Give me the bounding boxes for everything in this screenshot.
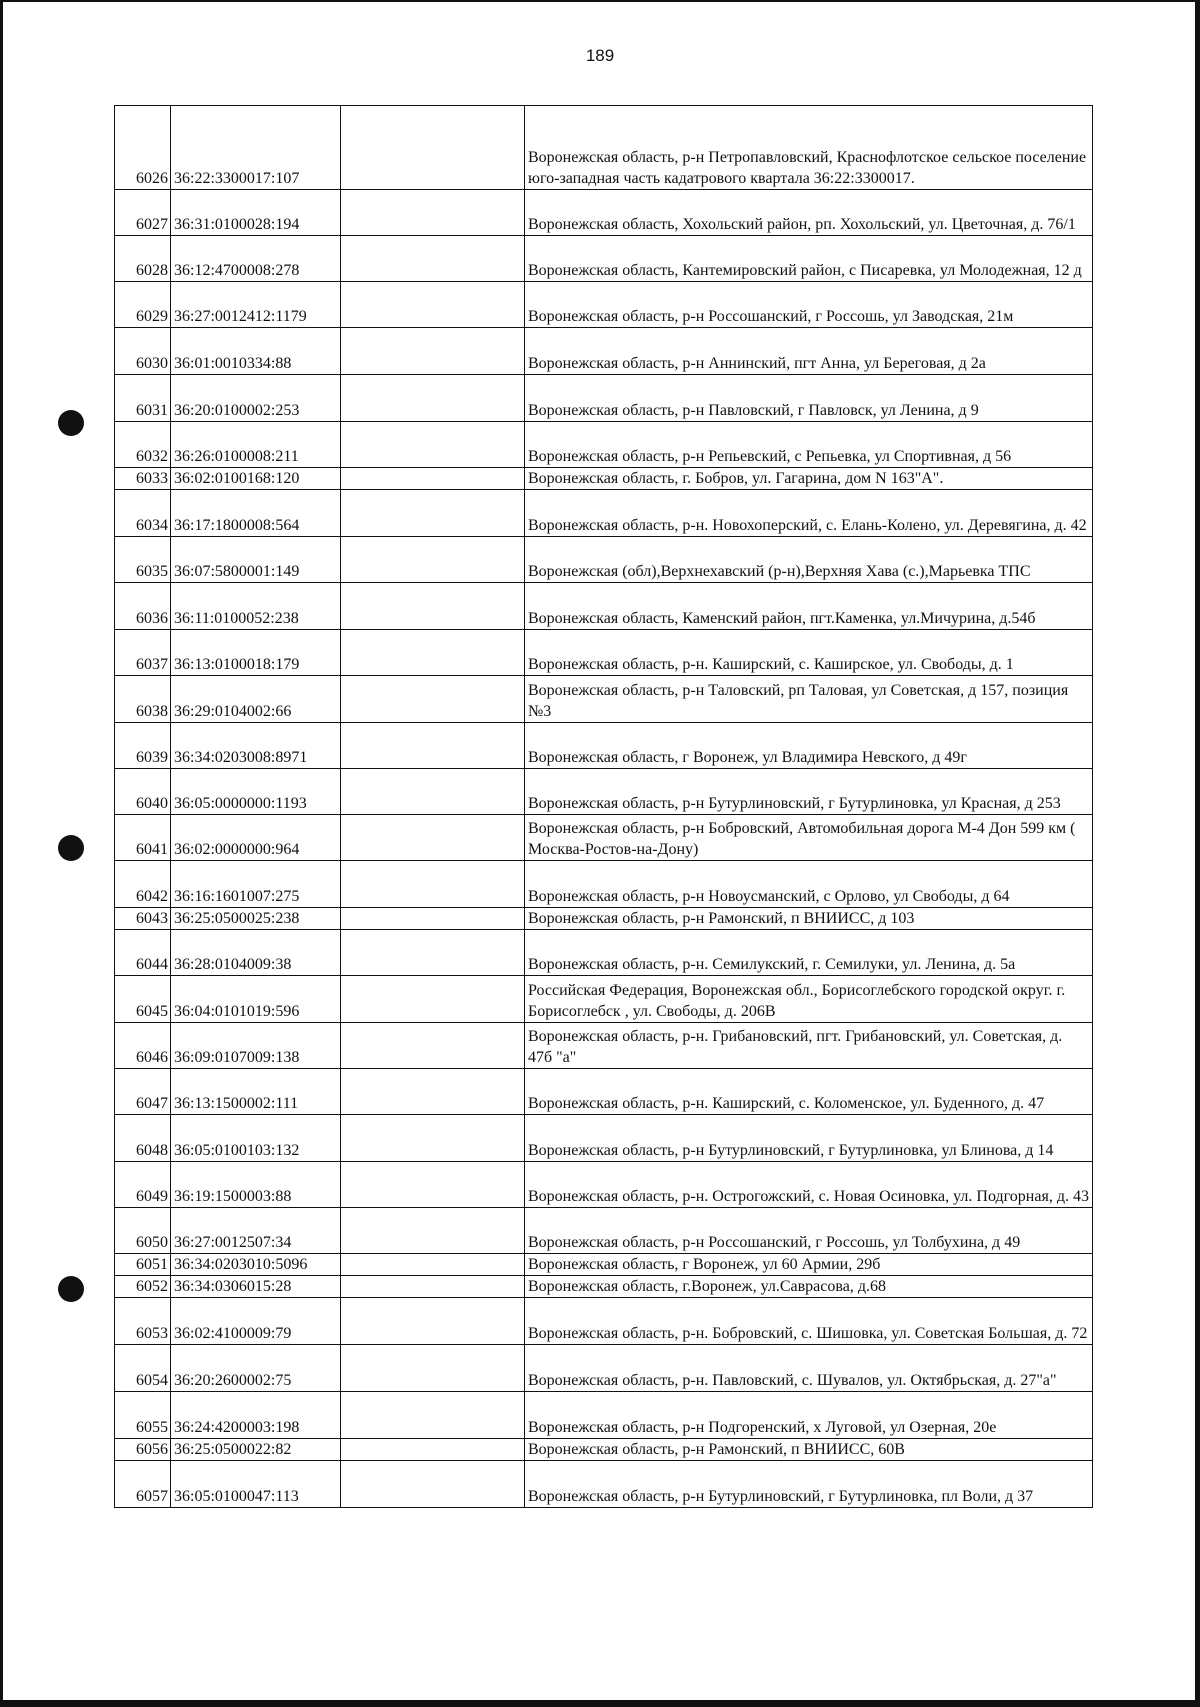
row-number-cell: 6038 [115, 676, 171, 723]
empty-cell [341, 328, 525, 375]
empty-cell [341, 1392, 525, 1439]
address-cell: Воронежская область, р-н Подгоренский, х Луговой, ул Озерная, 20е [525, 1392, 1093, 1439]
table-row [115, 1461, 1093, 1508]
address-cell: Воронежская область, р-н Бутурлиновский, г Бутурлиновка, пл Воли, д 37 [525, 1461, 1093, 1508]
empty-cell [341, 630, 525, 676]
table-row [115, 583, 1093, 630]
registry-table [114, 105, 1093, 1508]
table-row [115, 861, 1093, 908]
empty-cell [341, 815, 525, 861]
address-cell: Воронежская (обл),Верхнехавский (р-н),Верхняя Хава (с.),Марьевка ТПС [525, 537, 1093, 583]
cadastral-number-cell: 36:09:0107009:138 [171, 1023, 341, 1069]
row-number-cell: 6047 [115, 1069, 171, 1115]
row-number-cell: 6048 [115, 1115, 171, 1162]
address-cell: Воронежская область, р-н. Острогожский, с. Новая Осиновка, ул. Подгорная, д. 43 [525, 1162, 1093, 1208]
empty-cell [341, 676, 525, 723]
row-number-cell: 6027 [115, 190, 171, 236]
empty-cell [341, 1276, 525, 1298]
row-number-cell: 6035 [115, 537, 171, 583]
cadastral-number-cell: 36:19:1500003:88 [171, 1162, 341, 1208]
cadastral-number-cell: 36:25:0500025:238 [171, 908, 341, 930]
address-cell: Российская Федерация, Воронежская обл., Борисоглебского городской округ. г. Борисоглебск , ул. Свободы, д. 206В [525, 976, 1093, 1023]
empty-cell [341, 490, 525, 537]
cadastral-number-cell: 36:11:0100052:238 [171, 583, 341, 630]
cadastral-number-cell: 36:07:5800001:149 [171, 537, 341, 583]
cadastral-number-cell: 36:02:0000000:964 [171, 815, 341, 861]
registry-table-body [115, 106, 1093, 1508]
table-row [115, 537, 1093, 583]
row-number-cell: 6030 [115, 328, 171, 375]
empty-cell [341, 190, 525, 236]
address-cell: Воронежская область, р-н. Каширский, с. Коломенское, ул. Буденного, д. 47 [525, 1069, 1093, 1115]
table-row [115, 282, 1093, 328]
row-number-cell: 6039 [115, 723, 171, 769]
cadastral-number-cell: 36:05:0100103:132 [171, 1115, 341, 1162]
table-row [115, 723, 1093, 769]
cadastral-number-cell: 36:24:4200003:198 [171, 1392, 341, 1439]
cadastral-number-cell: 36:25:0500022:82 [171, 1439, 341, 1461]
empty-cell [341, 769, 525, 815]
empty-cell [341, 1461, 525, 1508]
cadastral-number-cell: 36:20:2600002:75 [171, 1345, 341, 1392]
cadastral-number-cell: 36:26:0100008:211 [171, 422, 341, 468]
page-border-bottom [0, 1700, 1200, 1707]
cadastral-number-cell: 36:20:0100002:253 [171, 375, 341, 422]
address-cell: Воронежская область, р-н Россошанский, г Россошь, ул Заводская, 21м [525, 282, 1093, 328]
row-number-cell: 6028 [115, 236, 171, 282]
table-row [115, 1276, 1093, 1298]
row-number-cell: 6043 [115, 908, 171, 930]
address-cell: Воронежская область, г Воронеж, ул Владимира Невского, д 49г [525, 723, 1093, 769]
row-number-cell: 6052 [115, 1276, 171, 1298]
empty-cell [341, 861, 525, 908]
table-row [115, 976, 1093, 1023]
address-cell: Воронежская область, р-н Петропавловский, Краснофлотское сельское поселение юго-западная часть кадатрового квартала 36:22:3300017. [525, 106, 1093, 190]
cadastral-number-cell: 36:13:1500002:111 [171, 1069, 341, 1115]
row-number-cell: 6026 [115, 106, 171, 190]
address-cell: Воронежская область, р-н. Грибановский, пгт. Грибановский, ул. Советская, д. 47б "а" [525, 1023, 1093, 1069]
row-number-cell: 6031 [115, 375, 171, 422]
row-number-cell: 6032 [115, 422, 171, 468]
empty-cell [341, 422, 525, 468]
table-row [115, 930, 1093, 976]
address-cell: Воронежская область, р-н Бутурлиновский, г Бутурлиновка, ул Блинова, д 14 [525, 1115, 1093, 1162]
cadastral-number-cell: 36:02:0100168:120 [171, 468, 341, 490]
empty-cell [341, 375, 525, 422]
cadastral-number-cell: 36:04:0101019:596 [171, 976, 341, 1023]
table-row [115, 1298, 1093, 1345]
address-cell: Воронежская область, г Воронеж, ул 60 Армии, 29б [525, 1254, 1093, 1276]
cadastral-number-cell: 36:34:0203008:8971 [171, 723, 341, 769]
row-number-cell: 6033 [115, 468, 171, 490]
cadastral-number-cell: 36:31:0100028:194 [171, 190, 341, 236]
empty-cell [341, 583, 525, 630]
cadastral-number-cell: 36:13:0100018:179 [171, 630, 341, 676]
table-row [115, 908, 1093, 930]
table-row [115, 1392, 1093, 1439]
table-row [115, 1208, 1093, 1254]
row-number-cell: 6046 [115, 1023, 171, 1069]
row-number-cell: 6041 [115, 815, 171, 861]
table-row [115, 630, 1093, 676]
cadastral-number-cell: 36:17:1800008:564 [171, 490, 341, 537]
empty-cell [341, 1208, 525, 1254]
punch-hole-mark [58, 835, 84, 861]
address-cell: Воронежская область, р-н Репьевский, с Репьевка, ул Спортивная, д 56 [525, 422, 1093, 468]
table-row [115, 1254, 1093, 1276]
cadastral-number-cell: 36:02:4100009:79 [171, 1298, 341, 1345]
address-cell: Воронежская область, г. Бобров, ул. Гагарина, дом N 163"А". [525, 468, 1093, 490]
empty-cell [341, 106, 525, 190]
address-cell: Воронежская область, р-н Рамонский, п ВНИИСС, д 103 [525, 908, 1093, 930]
empty-cell [341, 1023, 525, 1069]
empty-cell [341, 537, 525, 583]
table-row [115, 375, 1093, 422]
cadastral-number-cell: 36:34:0306015:28 [171, 1276, 341, 1298]
address-cell: Воронежская область, Хохольский район, рп. Хохольский, ул. Цветочная, д. 76/1 [525, 190, 1093, 236]
cadastral-number-cell: 36:05:0000000:1193 [171, 769, 341, 815]
table-row [115, 468, 1093, 490]
row-number-cell: 6056 [115, 1439, 171, 1461]
empty-cell [341, 976, 525, 1023]
row-number-cell: 6042 [115, 861, 171, 908]
empty-cell [341, 1439, 525, 1461]
table-row [115, 1162, 1093, 1208]
cadastral-number-cell: 36:16:1601007:275 [171, 861, 341, 908]
empty-cell [341, 236, 525, 282]
row-number-cell: 6050 [115, 1208, 171, 1254]
page-border-top [0, 0, 1200, 2]
address-cell: Воронежская область, р-н. Каширский, с. Каширское, ул. Свободы, д. 1 [525, 630, 1093, 676]
address-cell: Воронежская область, Каменский район, пгт.Каменка, ул.Мичурина, д.54б [525, 583, 1093, 630]
address-cell: Воронежская область, р-н Бобровский, Автомобильная дорога М-4 Дон 599 км ( Москва-Ростов-на-Дону) [525, 815, 1093, 861]
empty-cell [341, 930, 525, 976]
row-number-cell: 6044 [115, 930, 171, 976]
row-number-cell: 6057 [115, 1461, 171, 1508]
row-number-cell: 6029 [115, 282, 171, 328]
row-number-cell: 6051 [115, 1254, 171, 1276]
page-number: 189 [585, 46, 615, 65]
table-row [115, 328, 1093, 375]
address-cell: Воронежская область, р-н Таловский, рп Таловая, ул Советская, д 157, позиция №3 [525, 676, 1093, 723]
table-row [115, 236, 1093, 282]
row-number-cell: 6049 [115, 1162, 171, 1208]
empty-cell [341, 1115, 525, 1162]
table-row [115, 676, 1093, 723]
cadastral-number-cell: 36:34:0203010:5096 [171, 1254, 341, 1276]
punch-hole-mark [58, 1276, 84, 1302]
table-row [115, 1023, 1093, 1069]
empty-cell [341, 723, 525, 769]
address-cell: Воронежская область, р-н Аннинский, пгт Анна, ул Береговая, д 2а [525, 328, 1093, 375]
table-row [115, 490, 1093, 537]
punch-hole-mark [58, 410, 84, 436]
address-cell: Воронежская область, Кантемировский район, с Писаревка, ул Молодежная, 12 д [525, 236, 1093, 282]
address-cell: Воронежская область, р-н Новоусманский, с Орлово, ул Свободы, д 64 [525, 861, 1093, 908]
row-number-cell: 6037 [115, 630, 171, 676]
cadastral-number-cell: 36:01:0010334:88 [171, 328, 341, 375]
table-row [115, 1115, 1093, 1162]
address-cell: Воронежская область, р-н. Бобровский, с. Шишовка, ул. Советская Большая, д. 72 [525, 1298, 1093, 1345]
table-row [115, 106, 1093, 190]
address-cell: Воронежская область, р-н Россошанский, г Россошь, ул Толбухина, д 49 [525, 1208, 1093, 1254]
cadastral-number-cell: 36:05:0100047:113 [171, 1461, 341, 1508]
row-number-cell: 6036 [115, 583, 171, 630]
cadastral-number-cell: 36:27:0012412:1179 [171, 282, 341, 328]
empty-cell [341, 1298, 525, 1345]
address-cell: Воронежская область, р-н. Павловский, с. Шувалов, ул. Октябрьская, д. 27"а" [525, 1345, 1093, 1392]
row-number-cell: 6055 [115, 1392, 171, 1439]
address-cell: Воронежская область, р-н Рамонский, п ВНИИСС, 60В [525, 1439, 1093, 1461]
row-number-cell: 6053 [115, 1298, 171, 1345]
cadastral-number-cell: 36:28:0104009:38 [171, 930, 341, 976]
table-row [115, 1069, 1093, 1115]
address-cell: Воронежская область, р-н Павловский, г Павловск, ул Ленина, д 9 [525, 375, 1093, 422]
empty-cell [341, 1162, 525, 1208]
address-cell: Воронежская область, р-н Бутурлиновский, г Бутурлиновка, ул Красная, д 253 [525, 769, 1093, 815]
table-row [115, 1439, 1093, 1461]
table-row [115, 769, 1093, 815]
page-border-left [0, 0, 3, 1707]
table-row [115, 1345, 1093, 1392]
empty-cell [341, 908, 525, 930]
address-cell: Воронежская область, р-н. Семилукский, г. Семилуки, ул. Ленина, д. 5а [525, 930, 1093, 976]
row-number-cell: 6045 [115, 976, 171, 1023]
empty-cell [341, 1345, 525, 1392]
table-row [115, 815, 1093, 861]
empty-cell [341, 1254, 525, 1276]
page-border-right [1195, 0, 1200, 1707]
cadastral-number-cell: 36:29:0104002:66 [171, 676, 341, 723]
cadastral-number-cell: 36:22:3300017:107 [171, 106, 341, 190]
empty-cell [341, 282, 525, 328]
cadastral-number-cell: 36:27:0012507:34 [171, 1208, 341, 1254]
cadastral-number-cell: 36:12:4700008:278 [171, 236, 341, 282]
row-number-cell: 6040 [115, 769, 171, 815]
address-cell: Воронежская область, г.Воронеж, ул.Саврасова, д.68 [525, 1276, 1093, 1298]
row-number-cell: 6054 [115, 1345, 171, 1392]
row-number-cell: 6034 [115, 490, 171, 537]
table-row [115, 190, 1093, 236]
address-cell: Воронежская область, р-н. Новохоперский, с. Елань-Колено, ул. Деревягина, д. 42 [525, 490, 1093, 537]
empty-cell [341, 1069, 525, 1115]
empty-cell [341, 468, 525, 490]
table-row [115, 422, 1093, 468]
